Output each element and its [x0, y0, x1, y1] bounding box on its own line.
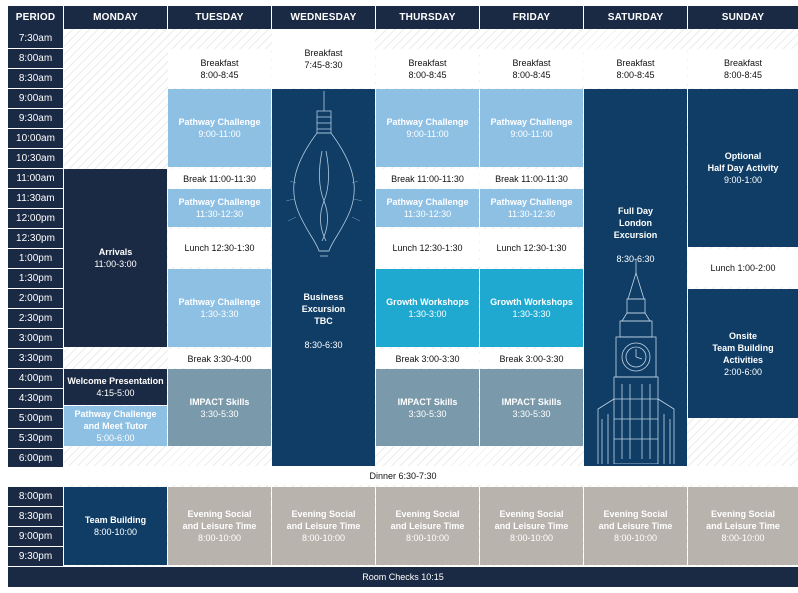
time-slot: 8:30pm: [8, 507, 63, 526]
time-slot: 9:30pm: [8, 547, 63, 566]
event-title: Evening Social and Leisure Time: [494, 509, 569, 531]
event-pathway-challenge-friday-mid[interactable]: [480, 189, 583, 227]
header-monday: MONDAY: [64, 6, 167, 29]
event-break-tuesday-am[interactable]: [168, 169, 271, 188]
header-sunday: SUNDAY: [688, 6, 798, 29]
event-time: Break 3:00-3:30: [499, 353, 564, 364]
event-title: Breakfast: [304, 47, 343, 58]
event-title: Evening Social and Leisure Time: [286, 509, 361, 531]
time-slot: 12:00pm: [8, 209, 63, 228]
event-time: 8:00-10:00: [721, 533, 765, 543]
event-evening-social-thursday[interactable]: [376, 487, 479, 565]
event-lunch-friday[interactable]: [480, 229, 583, 267]
event-time: 8:00-8:45: [408, 69, 447, 80]
header-period: PERIOD: [8, 6, 63, 29]
event-title: Business Excursion TBC: [301, 292, 346, 326]
event-title: Breakfast: [512, 57, 551, 68]
event-time: 2:00-6:00: [723, 366, 763, 377]
event-title: Pathway Challenge: [490, 197, 573, 207]
event-time: Break 3:30-4:00: [187, 353, 252, 364]
event-break-friday-pm[interactable]: [480, 349, 583, 368]
event-time: 9:00-11:00: [510, 129, 553, 139]
time-slot: 3:30pm: [8, 349, 63, 368]
event-break-tuesday-pm[interactable]: [168, 349, 271, 368]
event-title: Arrivals: [98, 247, 133, 257]
event-time: 1:30-3:30: [200, 309, 239, 319]
event-title: IMPACT Skills: [189, 396, 250, 407]
event-business-excursion[interactable]: [272, 89, 375, 466]
event-title: Pathway Challenge: [178, 197, 261, 207]
event-pathway-challenge-tuesday-pm[interactable]: [168, 269, 271, 347]
event-time: 3:30-5:30: [512, 408, 551, 419]
time-slot: 11:00am: [8, 169, 63, 188]
event-time: 11:30-12:30: [195, 209, 244, 219]
event-time: 4:15-5:00: [96, 388, 135, 398]
event-time: 9:00-1:00: [723, 175, 763, 185]
event-title: Pathway Challenge: [490, 117, 573, 127]
header-wednesday: WEDNESDAY: [272, 6, 375, 29]
event-lunch-sunday[interactable]: [688, 249, 798, 287]
event-welcome-presentation[interactable]: [64, 369, 167, 405]
event-title: Welcome Presentation: [67, 376, 164, 386]
event-time: 11:00-3:00: [94, 259, 137, 269]
event-evening-social-tuesday[interactable]: [168, 487, 271, 565]
event-arrivals[interactable]: [64, 169, 167, 347]
event-impact-skills-friday[interactable]: [480, 369, 583, 446]
event-title: Evening Social and Leisure Time: [390, 509, 465, 531]
event-evening-social-saturday[interactable]: [584, 487, 687, 565]
event-title: Breakfast: [408, 57, 447, 68]
event-time: 1:30-3:00: [408, 309, 447, 319]
big-ben-illustration: [594, 259, 678, 464]
event-text: [272, 279, 375, 363]
event-growth-workshops-thursday[interactable]: [376, 269, 479, 347]
event-title: Evening Social and Leisure Time: [706, 509, 780, 531]
event-time: 9:00-11:00: [198, 129, 241, 139]
time-slot: 2:00pm: [8, 289, 63, 308]
event-time: 8:30-6:30: [304, 340, 343, 350]
event-title: Breakfast: [616, 57, 655, 68]
event-break-friday-am[interactable]: [480, 169, 583, 188]
time-slot: 8:00am: [8, 49, 63, 68]
event-time: 8:00-8:45: [616, 69, 655, 80]
time-slot: 9:30am: [8, 109, 63, 128]
time-slot: 4:00pm: [8, 369, 63, 388]
event-time: Lunch 12:30-1:30: [392, 243, 463, 253]
event-title: Onsite Team Building Activities: [712, 330, 774, 365]
event-break-thursday-pm[interactable]: [376, 349, 479, 368]
event-time: 7:45-8:30: [304, 59, 343, 70]
event-lunch-thursday[interactable]: [376, 229, 479, 267]
event-time: 8:00-8:45: [723, 69, 763, 80]
time-slot: 2:30pm: [8, 309, 63, 328]
time-slot: 6:00pm: [8, 449, 63, 468]
event-time: 11:30-12:30: [507, 209, 556, 219]
time-slot: 11:30am: [8, 189, 63, 208]
event-evening-social-wednesday[interactable]: [272, 487, 375, 565]
event-title: Team Building: [84, 515, 147, 525]
event-london-excursion[interactable]: [584, 89, 687, 466]
time-slot: 7:30am: [8, 29, 63, 48]
event-time: Lunch 12:30-1:30: [496, 243, 567, 253]
event-time: Break 3:00-3:30: [395, 353, 460, 364]
event-title: Breakfast: [723, 57, 763, 68]
event-time: Break 11:00-11:30: [495, 173, 568, 184]
time-slot: 9:00pm: [8, 527, 63, 546]
event-pathway-challenge-thursday-am[interactable]: [376, 89, 479, 167]
time-slot: 5:00pm: [8, 409, 63, 428]
event-time: 8:00-10:00: [405, 533, 450, 543]
event-pathway-challenge-tuesday-mid[interactable]: [168, 189, 271, 227]
time-slot: 4:30pm: [8, 389, 63, 408]
event-growth-workshops-friday[interactable]: [480, 269, 583, 347]
time-slot: 9:00am: [8, 89, 63, 108]
header-friday: FRIDAY: [480, 6, 583, 29]
header-tuesday: TUESDAY: [168, 6, 271, 29]
event-time: Break 11:00-11:30: [391, 173, 464, 184]
event-lunch-tuesday[interactable]: [168, 229, 271, 267]
light-bulb-illustration: [286, 91, 362, 261]
event-pathway-challenge-thursday-mid[interactable]: [376, 189, 479, 227]
event-optional-half-day[interactable]: [688, 89, 798, 247]
event-time: 1:30-3:30: [512, 309, 551, 319]
event-time: 8:00-10:00: [93, 527, 138, 537]
event-title: IMPACT Skills: [501, 396, 562, 407]
event-time: 5:00-6:00: [96, 433, 135, 443]
event-impact-skills-tuesday[interactable]: [168, 369, 271, 446]
event-time: 8:00-10:00: [197, 533, 242, 543]
event-title: Evening Social and Leisure Time: [598, 509, 673, 531]
event-title: Pathway Challenge: [386, 197, 469, 207]
event-time: Lunch 1:00-2:00: [710, 263, 776, 273]
event-breakfast-thursday[interactable]: [376, 49, 479, 88]
event-title: Optional Half Day Activity: [707, 151, 779, 173]
event-time: 8:00-10:00: [613, 533, 658, 543]
event-title: Breakfast: [200, 57, 239, 68]
event-evening-social-sunday[interactable]: [688, 487, 798, 565]
room-checks-band: Room Checks 10:15: [8, 567, 798, 587]
event-evening-social-friday[interactable]: [480, 487, 583, 565]
time-slot: 1:00pm: [8, 249, 63, 268]
time-slot: 8:00pm: [8, 487, 63, 506]
event-team-building-monday[interactable]: [64, 487, 167, 565]
event-title: Pathway Challenge: [386, 117, 469, 127]
event-title: Pathway Challenge: [178, 117, 261, 127]
event-breakfast-tuesday[interactable]: [168, 49, 271, 88]
event-title: Pathway Challenge and Meet Tutor: [74, 409, 157, 431]
time-slot: 10:00am: [8, 129, 63, 148]
event-breakfast-wednesday[interactable]: [272, 29, 375, 88]
time-slot: 12:30pm: [8, 229, 63, 248]
event-time: 8:30-6:30: [616, 254, 655, 264]
time-slot: 5:30pm: [8, 429, 63, 448]
event-title: Full Day London Excursion: [613, 206, 658, 240]
event-time: 3:30-5:30: [200, 408, 239, 419]
event-pathway-challenge-meet-tutor[interactable]: [64, 406, 167, 446]
event-title: Evening Social and Leisure Time: [182, 509, 257, 531]
event-time: 11:30-12:30: [403, 209, 452, 219]
event-time: 8:00-8:45: [512, 69, 551, 80]
event-title: IMPACT Skills: [397, 396, 458, 407]
event-pathway-challenge-tuesday-am[interactable]: [168, 89, 271, 167]
event-time: 3:30-5:30: [408, 408, 447, 419]
event-time: Break 11:00-11:30: [183, 173, 256, 184]
event-time: 8:00-10:00: [301, 533, 346, 543]
event-breakfast-friday[interactable]: [480, 49, 583, 88]
event-title: Growth Workshops: [386, 297, 469, 307]
event-time: 9:00-11:00: [406, 129, 449, 139]
event-breakfast-sunday[interactable]: [688, 49, 798, 88]
event-time: 8:00-8:45: [200, 69, 239, 80]
time-slot: 1:30pm: [8, 269, 63, 288]
time-slot: 10:30am: [8, 149, 63, 168]
time-slot: 3:00pm: [8, 329, 63, 348]
event-title: Growth Workshops: [490, 297, 573, 307]
header-saturday: SATURDAY: [584, 6, 687, 29]
header-thursday: THURSDAY: [376, 6, 479, 29]
time-slot: 8:30am: [8, 69, 63, 88]
event-time: 8:00-10:00: [509, 533, 554, 543]
dinner-band: Dinner 6:30-7:30: [8, 467, 798, 485]
event-team-building-activities[interactable]: [688, 289, 798, 418]
event-breakfast-saturday[interactable]: [584, 49, 687, 88]
event-impact-skills-thursday[interactable]: [376, 369, 479, 446]
event-pathway-challenge-friday-am[interactable]: [480, 89, 583, 167]
event-title: Pathway Challenge: [178, 297, 261, 307]
event-break-thursday-am[interactable]: [376, 169, 479, 188]
event-time: Lunch 12:30-1:30: [184, 243, 255, 253]
